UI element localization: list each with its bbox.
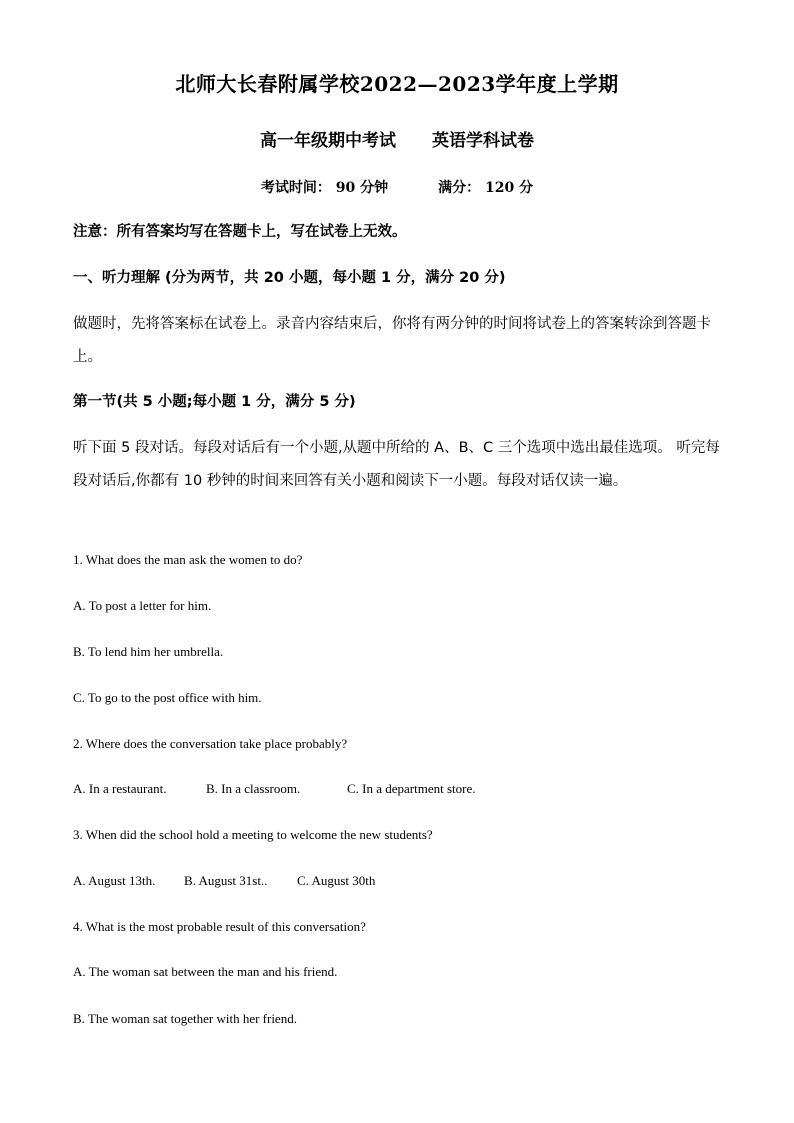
- option: B. To lend him her umbrella.: [73, 644, 224, 659]
- exam-subtitle: [0, 126, 794, 151]
- question-stem: 1. What does the man ask the women to do?: [73, 552, 303, 567]
- option: C. In a department store.: [347, 781, 476, 796]
- part1-instruction: 做题时，先将答案标在试卷上。录音内容结束后，你将有两分钟的时间将试卷上的答案转涂到答题卡上。: [73, 316, 711, 365]
- score-value: 120 分: [485, 180, 534, 196]
- exam-info: [0, 177, 794, 197]
- option: B. In a classroom.: [206, 781, 301, 796]
- section1-instruction: 听下面 5 段对话。每段对话后有一个小题,从题中所给的 A、B、C 三个选项中选出最佳选项。 听完每段对话后,你都有 10 秒钟的时间来回答有关小题和阅读下一小题。每段对话仅读一遍。: [73, 440, 720, 489]
- page-title: 北师大长春附属学校2022—2023学年度上学期: [175, 72, 619, 96]
- option: A. August 13th.: [73, 873, 156, 888]
- question-stem: 4. What is the most probable result of this conversation?: [73, 919, 366, 934]
- time-value: 90 分钟: [335, 180, 389, 196]
- part1-heading: 一、听力理解 (分为两节，共 20 小题，每小题 1 分，满分 20 分): [73, 270, 506, 286]
- section1-heading: 第一节(共 5 小题;每小题 1 分，满分 5 分): [73, 394, 356, 410]
- option: A. In a restaurant.: [73, 781, 167, 796]
- question-stem: 3. When did the school hold a meeting to welcome the new students?: [73, 827, 433, 842]
- option: A. To post a letter for him.: [73, 598, 212, 613]
- option: C. To go to the post office with him.: [73, 690, 262, 705]
- subject-name: 英语学科试卷: [432, 131, 534, 151]
- options-row: [73, 871, 723, 891]
- option: C. August 30th: [297, 873, 376, 888]
- question-stem: 2. Where does the conversation take place probably?: [73, 736, 348, 751]
- option: B. The woman sat together with her friend.: [73, 1011, 297, 1026]
- score-label: 满分：: [438, 180, 481, 196]
- option: A. The woman sat between the man and his friend.: [73, 964, 338, 979]
- option: B. August 31st..: [184, 873, 268, 888]
- options-row: [73, 779, 723, 799]
- exam-name: 高一年级期中考试: [260, 131, 396, 151]
- notice-text: 注意：所有答案均写在答题卡上，写在试卷上无效。: [73, 224, 407, 240]
- time-label: 考试时间：: [260, 180, 331, 196]
